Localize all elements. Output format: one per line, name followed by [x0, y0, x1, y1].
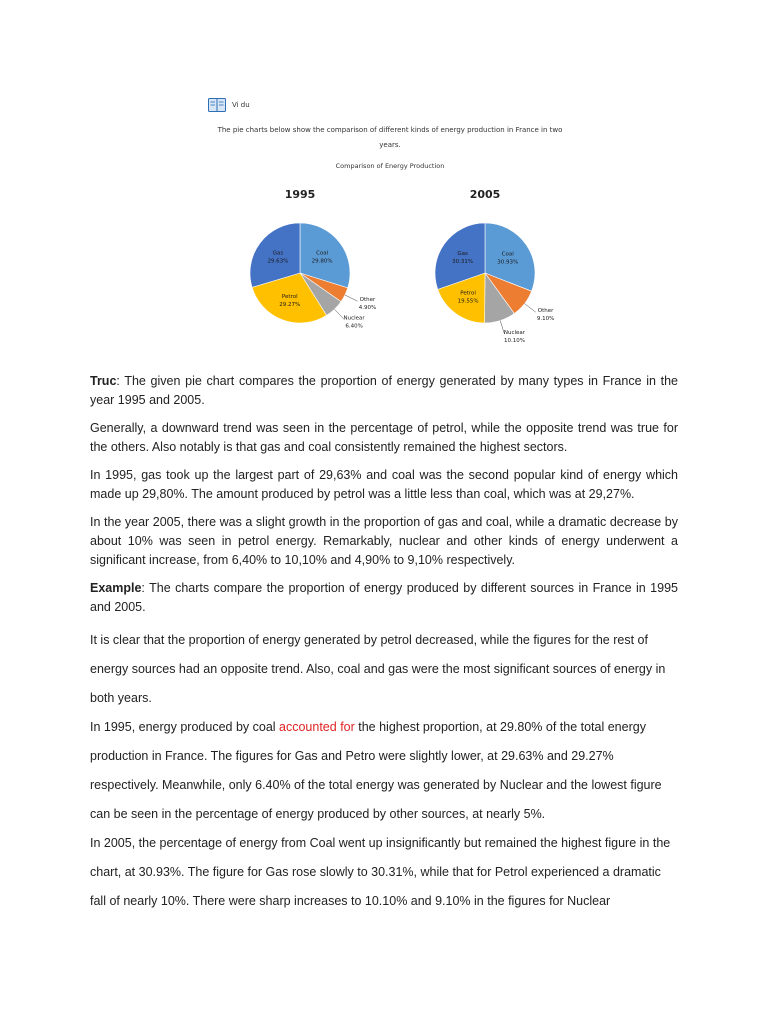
example-1995-a: In 1995, energy produced by coal — [90, 720, 280, 734]
example-paragraph — [90, 579, 678, 617]
slice-value-label: 4.90% — [358, 305, 377, 312]
slice-value-label: 10.10% — [503, 337, 525, 344]
slice-value-label: 9.10% — [536, 316, 555, 323]
chart-title: Comparison of Energy Production — [335, 162, 445, 170]
pie-year-label: 2005 — [469, 188, 501, 201]
figure-intro-line1: The pie charts below show the comparison of different kinds of energy production in France in two — [217, 126, 563, 134]
slice-category-label: Petrol — [460, 290, 476, 297]
slice-category-label: Nuclear — [503, 329, 526, 336]
example-1995 — [90, 713, 678, 829]
pie-chart-2005 — [405, 188, 565, 348]
figure-header — [208, 98, 250, 112]
slice-category-label: Coal — [316, 250, 329, 257]
pie-year-label: 1995 — [284, 188, 316, 201]
example-overview: It is clear that the proportion of energy generated by petrol decreased, while the figures for the rest of energy sources had an opposite trend. Also, coal and gas were the most significant sources of energy in both years. — [90, 633, 666, 705]
slice-category-label: Nuclear — [343, 315, 365, 322]
truc-paragraph — [90, 372, 678, 410]
leader-line — [525, 304, 536, 313]
pie-svg-1995 — [220, 188, 380, 348]
slice-category-label: Gas — [272, 250, 284, 257]
example-body: : The charts compare the proportion of energy produced by different sources in France in 1995 and 2005. — [90, 581, 678, 614]
slice-value-label: 30.93% — [497, 259, 519, 266]
slice-value-label: 29.63% — [267, 258, 289, 265]
example-2005: In 2005, the percentage of energy from Coal went up insignificantly but remained the highest figure in the chart, at 30.93%. The figure for Gas rose slowly to 30.31%, while that for Petrol experienced a dramatic fall of nearly 10%. There were sharp increases to 10.10% and 9.10% in the figures for Nuclear — [90, 836, 671, 908]
slice-value-label: 29.27% — [279, 302, 301, 309]
pie-chart-1995 — [220, 188, 380, 348]
truc-body: : The given pie chart compares the proportion of energy generated by many types in France in the year 1995 and 2005. — [90, 374, 678, 407]
paragraph-2005: In the year 2005, there was a slight growth in the proportion of gas and coal, while a dramatic decrease by about 10% was seen in petrol energy. Remarkably, nuclear and other kinds of energy underwent a significant increase, from 6,40% to 10,10% and 4,90% to 9,10% respectively. — [90, 515, 678, 567]
figure-label: Vi du — [232, 101, 250, 109]
example-label: Example — [90, 581, 142, 595]
essay-text — [90, 372, 678, 916]
figure-intro-line2: years. — [379, 141, 401, 149]
slice-category-label: Petrol — [281, 294, 298, 301]
truc-label: Truc — [90, 374, 117, 388]
slice-category-label: Other — [537, 308, 554, 315]
slice-category-label: Coal — [501, 251, 514, 258]
slice-value-label: 19.55% — [457, 298, 479, 305]
leader-line — [345, 295, 358, 301]
example-1995-b: the highest proportion, at 29.80% of the total energy production in France. The figures for Gas and Petro were slightly lower, at 29.63% and 29.27% respectively. Meanwhile, only 6.40% of the total energy was generated by Nuclear and the lowest figure can be seen in the percentage of energy produced by other sources, at nearly 5%. — [90, 720, 662, 821]
embedded-figure — [200, 90, 580, 350]
slice-category-label: Gas — [457, 251, 468, 258]
pie-svg-2005 — [405, 188, 565, 348]
book-icon — [208, 98, 226, 112]
slice-value-label: 29.80% — [311, 258, 333, 265]
slice-value-label: 30.31% — [452, 259, 474, 266]
slice-value-label: 6.40% — [345, 323, 363, 330]
slice-category-label: Other — [359, 297, 376, 304]
figure-intro — [200, 123, 580, 153]
highlight-phrase: accounted for — [279, 720, 355, 734]
paragraph-1995: In 1995, gas took up the largest part of 29,63% and coal was the second popular kind of energy which made up 29,80%. The amount produced by petrol was a little less than coal, which was at 29,27%. — [90, 468, 678, 501]
paragraph-overview: Generally, a downward trend was seen in the percentage of petrol, while the opposite trend was true for the others. Also notably is that gas and coal consistently remained the highest sectors. — [90, 421, 678, 454]
